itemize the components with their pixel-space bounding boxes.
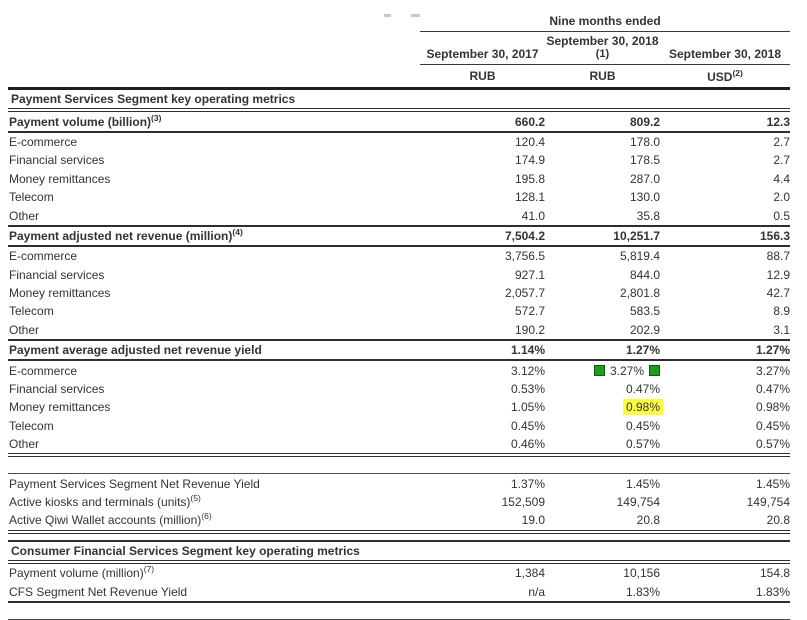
value-cell: 156.3 <box>759 228 790 243</box>
value-cell: 42.7 <box>766 286 790 301</box>
metric-row <box>8 473 790 492</box>
section-header-row <box>8 540 790 564</box>
value-cell: n/a <box>528 584 545 599</box>
footnote-marker-2: (2) <box>732 68 743 78</box>
footnote-marker: (6) <box>201 511 212 522</box>
metric-row <box>8 170 790 188</box>
value-cell: 178.5 <box>629 153 660 168</box>
metric-row <box>8 133 790 151</box>
value-cell: 2.0 <box>773 190 790 205</box>
row-label: E-commerce <box>9 134 78 149</box>
value-cell: 572.7 <box>514 304 545 319</box>
value-text: 3.27% <box>609 363 644 378</box>
value-cell: 120.4 <box>514 134 545 149</box>
column-group-header: Nine months ended <box>420 14 790 32</box>
row-label: Payment Services Segment Net Revenue Yield <box>9 476 260 491</box>
financial-metrics-report <box>0 14 807 610</box>
value-cell: 0.57% <box>755 437 790 452</box>
row-label: CFS Segment Net Revenue Yield <box>9 584 188 599</box>
value-cell: 152,509 <box>501 495 545 509</box>
row-label: Telecom <box>9 304 54 319</box>
metric-row <box>8 188 790 206</box>
metric-row <box>8 321 790 339</box>
value-cell: 41.0 <box>521 208 545 223</box>
value-cell: 20.8 <box>766 513 790 528</box>
metric-row <box>8 380 790 398</box>
value-cell: 927.1 <box>514 267 545 282</box>
section-header-row <box>8 90 790 112</box>
row-label: Active Qiwi Wallet accounts (million)$^{(6)}$ <box>9 511 212 528</box>
value-cell: 4.4 <box>773 171 790 186</box>
value-cell: 154.8 <box>759 566 790 581</box>
value-cell: 287.0 <box>629 171 660 186</box>
currency-header-row <box>8 65 790 90</box>
value-cell: 660.2 <box>514 114 545 129</box>
date-header-row <box>420 32 790 65</box>
value-cell: 1.83% <box>625 584 660 599</box>
metric-row <box>8 206 790 224</box>
value-cell: 7,504.2 <box>504 228 545 243</box>
value-cell: 20.8 <box>636 513 660 528</box>
value-cell: 3.1 <box>773 322 790 337</box>
metric-row <box>8 302 790 320</box>
table-header <box>8 14 790 65</box>
footnote-marker-1: (1) <box>595 48 610 60</box>
footnote-marker: (5) <box>190 493 201 503</box>
row-label: Payment adjusted net revenue (million)$^{(4)}$ <box>9 226 243 243</box>
value-cell <box>545 364 660 378</box>
value-cell: 0.57% <box>625 437 660 452</box>
value-cell: 149,754 <box>616 495 660 509</box>
value-cell: 19.0 <box>521 513 545 528</box>
metric-total-row <box>8 339 790 361</box>
value-cell: 1.05% <box>510 400 545 415</box>
value-cell: 2,057.7 <box>504 286 545 301</box>
value-cell: 1.37% <box>510 476 545 491</box>
metrics-table-body <box>0 90 807 603</box>
metric-row <box>8 435 790 457</box>
footnote-marker: (3) <box>151 112 162 123</box>
column-header-sep-2018-rub: September 30, 2018 (1) <box>546 34 659 60</box>
value-cell: 128.1 <box>514 190 545 205</box>
metric-row <box>8 493 790 511</box>
metric-row <box>8 266 790 284</box>
currency-header-usd-2018: USD$^{(2)}$ <box>707 68 743 84</box>
value-cell: 149,754 <box>746 495 790 509</box>
header-column-group <box>410 14 790 65</box>
column-header-sep-2018-usd: September 30, 2018 <box>668 47 782 61</box>
row-label: Active kiosks and terminals (units)$^{(5)}$ <box>9 493 201 509</box>
row-label: Payment volume (million)$^{(7)}$ <box>9 564 155 581</box>
value-cell: 0.98% <box>755 400 790 415</box>
row-label: Consumer Financial Services Segment key operating metrics <box>11 543 360 558</box>
footnote-marker: (7) <box>143 564 155 575</box>
value-cell: 0.45% <box>755 418 790 433</box>
metric-row <box>8 247 790 265</box>
metric-total-row <box>8 225 790 247</box>
metric-row <box>8 151 790 169</box>
value-cell: 5,819.4 <box>619 249 660 264</box>
value-cell: 0.53% <box>510 382 545 397</box>
value-cell: 0.47% <box>755 382 790 397</box>
value-cell: 12.9 <box>766 267 790 282</box>
value-cell: 1.27% <box>625 343 660 358</box>
value-cell: 1.14% <box>510 343 545 358</box>
row-label: Money remittances <box>9 400 111 415</box>
value-cell: 130.0 <box>629 190 660 205</box>
value-cell: 3.27% <box>755 363 790 378</box>
row-label: Money remittances <box>9 286 111 301</box>
metric-row <box>8 398 790 416</box>
value-cell: 12.3 <box>766 114 790 129</box>
value-cell: 3,756.5 <box>504 249 545 264</box>
row-label: Money remittances <box>9 171 111 186</box>
green-square-icon <box>649 365 660 376</box>
value-cell: 0.45% <box>625 418 660 433</box>
column-header-sep-2017: September 30, 2017 <box>426 47 539 61</box>
value-cell: 1.83% <box>755 584 790 599</box>
header-label-spacer <box>8 14 410 65</box>
metric-total-row <box>8 112 790 132</box>
footnote-marker: (4) <box>232 226 243 237</box>
value-cell: 174.9 <box>514 153 545 168</box>
value-cell: 35.8 <box>636 208 660 223</box>
value-cell: 178.0 <box>629 134 660 149</box>
value-cell: 1.27% <box>755 343 790 358</box>
value-cell: 2.7 <box>773 134 790 149</box>
value-cell: 88.7 <box>766 249 790 264</box>
row-label: Other <box>9 208 40 223</box>
value-cell: 202.9 <box>629 322 660 337</box>
row-label: Payment average adjusted net revenue yield <box>9 343 262 358</box>
green-square-icon <box>594 365 605 376</box>
row-label: Payment Services Segment key operating metrics <box>11 92 296 107</box>
row-label: Other <box>9 437 40 452</box>
row-label: E-commerce <box>9 249 78 264</box>
value-cell: 2,801.8 <box>619 286 660 301</box>
value-cell: 583.5 <box>629 304 660 319</box>
value-cell: 10,156 <box>623 566 660 581</box>
row-label: Other <box>9 322 40 337</box>
currency-header-rub-2018: RUB <box>589 69 616 83</box>
metric-row <box>8 582 790 602</box>
value-cell: 0.47% <box>625 382 660 397</box>
cropped-text-remnant <box>384 14 391 17</box>
row-label: Financial services <box>9 267 105 282</box>
value-cell: 809.2 <box>629 114 660 129</box>
row-label: Telecom <box>9 418 54 433</box>
value-cell: 3.12% <box>510 363 545 378</box>
row-label: Telecom <box>9 190 54 205</box>
metric-row <box>8 564 790 582</box>
value-cell: 1.45% <box>755 476 790 491</box>
metric-row <box>8 361 790 379</box>
value-cell: 190.2 <box>514 322 545 337</box>
value-cell: 0.5 <box>773 208 790 223</box>
metric-row <box>8 284 790 302</box>
value-cell: 2.7 <box>773 153 790 168</box>
highlighted-value: 0.98% <box>623 399 663 415</box>
cropped-text-remnant <box>411 14 420 17</box>
currency-header-rub-2017: RUB <box>469 69 496 83</box>
row-label: Payment volume (billion)$^{(3)}$ <box>9 112 162 129</box>
value-cell: 844.0 <box>629 267 660 282</box>
value-cell: 1.45% <box>625 476 660 491</box>
row-label: Financial services <box>9 382 105 397</box>
value-cell: 195.8 <box>514 171 545 186</box>
row-label: E-commerce <box>9 363 78 378</box>
value-cell: 8.9 <box>773 304 790 319</box>
metric-row <box>8 417 790 435</box>
value-cell: 0.45% <box>510 418 545 433</box>
value-cell: 10,251.7 <box>613 228 660 243</box>
metric-row <box>8 511 790 533</box>
value-cell: 1,384 <box>514 566 545 581</box>
value-cell <box>545 400 660 414</box>
value-cell: 0.46% <box>510 437 545 452</box>
row-label: Financial services <box>9 153 105 168</box>
